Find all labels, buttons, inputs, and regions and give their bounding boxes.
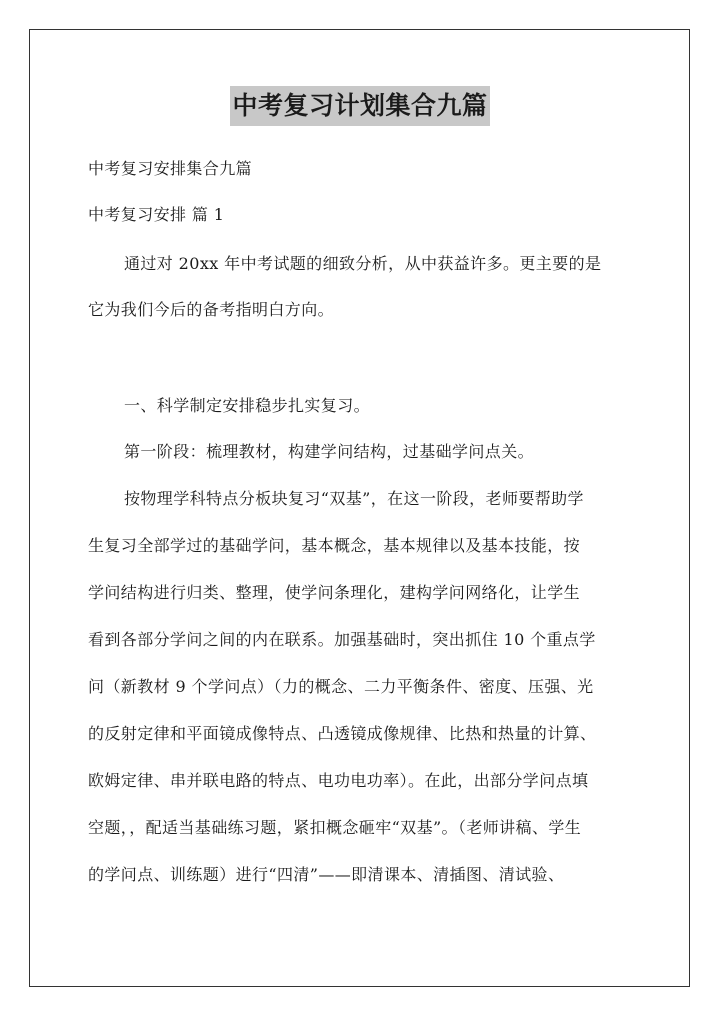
paragraph-line: 第一阶段：梳理教材，构建学问结构，过基础学问点关。 [124, 442, 535, 461]
paragraph-line: 一、科学制定安排稳步扎实复习。 [124, 396, 371, 415]
paragraph-line: 空题，，配适当基础练习题，紧扣概念砸牢“双基”。（老师讲稿、学生 [88, 818, 582, 837]
section-heading: 中考复习安排 篇 1 [88, 205, 225, 224]
document-subtitle: 中考复习安排集合九篇 [88, 159, 253, 178]
paragraph-line: 看到各部分学问之间的内在联系。加强基础时，突出抓住 10 个重点学 [88, 630, 596, 649]
paragraph-line: 通过对 20xx 年中考试题的细致分析，从中获益许多。更主要的是 [124, 254, 602, 273]
paragraph-line: 它为我们今后的备考指明白方向。 [88, 300, 335, 319]
paragraph-line: 生复习全部学过的基础学问，基本概念，基本规律以及基本技能，按 [88, 536, 581, 555]
paragraph-line: 的反射定律和平面镜成像特点、凸透镜成像规律、比热和热量的计算、 [88, 724, 597, 743]
paragraph-line: 学问结构进行归类、整理，使学问条理化，建构学问网络化，让学生 [88, 583, 581, 602]
paragraph-line: 问（新教材 9 个学问点）（力的概念、二力平衡条件、密度、压强、光 [88, 677, 594, 696]
paragraph-line: 按物理学科特点分板块复习“双基”，在这一阶段，老师要帮助学 [124, 489, 584, 508]
document-title-container [0, 86, 720, 126]
paragraph-line: 欧姆定律、串并联电路的特点、电功电功率）。在此，出部分学问点填 [88, 771, 589, 790]
document-title: 中考复习计划集合九篇 [230, 86, 489, 126]
paragraph-line: 的学问点、训练题）进行“四清”——即清课本、清插图、清试验、 [88, 865, 565, 884]
